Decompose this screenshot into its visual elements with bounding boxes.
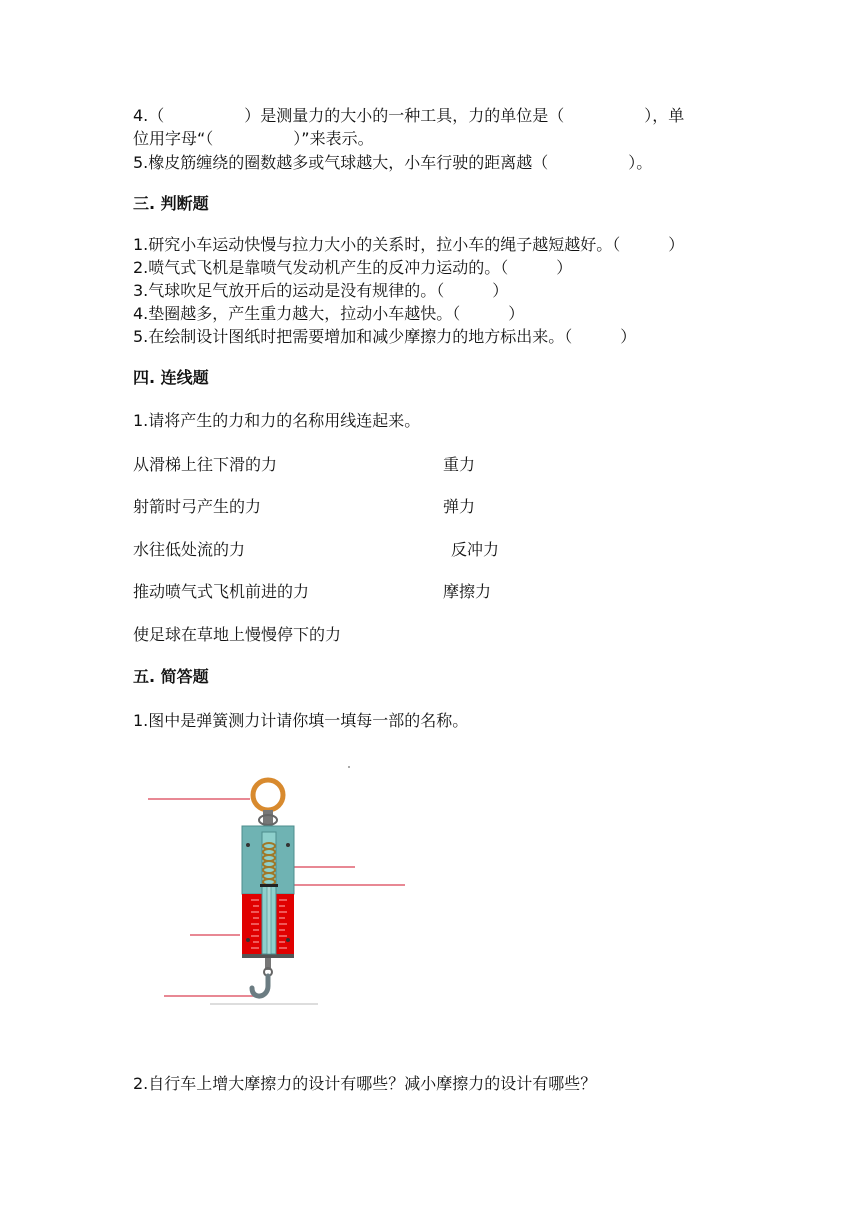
ring-icon bbox=[253, 780, 283, 810]
judge-item-2: 2.喷气式飞机是靠喷气发动机产生的反冲力运动的。（ ） bbox=[133, 258, 573, 277]
hook-icon bbox=[252, 976, 268, 996]
judge-item-3: 3.气球吹足气放开后的运动是没有规律的。（ ） bbox=[133, 281, 509, 300]
match-right-4: 摩擦力 bbox=[443, 582, 492, 601]
match-right-3: 反冲力 bbox=[451, 540, 500, 559]
match-right-2: 弹力 bbox=[443, 497, 476, 516]
judge-item-4: 4.垫圈越多，产生重力越大，拉动小车越快。（ ） bbox=[133, 304, 525, 323]
match-left-2: 射箭时弓产生的力 bbox=[133, 497, 262, 516]
judge-heading: 三. 判断题 bbox=[133, 194, 209, 213]
judge-item-5: 5.在绘制设计图纸时把需要增加和减少摩擦力的地方标出来。（ ） bbox=[133, 327, 637, 346]
short-q2: 2.自行车上增大摩擦力的设计有哪些？减小摩擦力的设计有哪些？ bbox=[133, 1074, 597, 1093]
match-intro: 1.请将产生的力和力的名称用线连起来。 bbox=[133, 411, 421, 430]
match-left-1: 从滑梯上往下滑的力 bbox=[133, 455, 278, 474]
match-left-3: 水往低处流的力 bbox=[133, 540, 246, 559]
short-q1: 1.图中是弹簧测力计请你填一填每一部的名称。 bbox=[133, 711, 469, 730]
q5: 5.橡皮筋缠绕的圈数越多或气球越大，小车行驶的距离越（ ）。 bbox=[133, 153, 653, 172]
match-heading: 四. 连线题 bbox=[133, 368, 209, 387]
spring-scale-figure bbox=[140, 760, 420, 1020]
judge-item-1: 1.研究小车运动快慢与拉力大小的关系时，拉小车的绳子越短越好。（ ） bbox=[133, 235, 685, 254]
q4-line2: 位用字母“（ ）”来表示。 bbox=[133, 129, 374, 148]
short-heading: 五. 简答题 bbox=[133, 667, 209, 686]
q4-line1: 4.（ ）是测量力的大小的一种工具，力的单位是（ ），单 bbox=[133, 106, 685, 125]
match-left-5: 使足球在草地上慢慢停下的力 bbox=[133, 625, 342, 644]
match-left-4: 推动喷气式飞机前进的力 bbox=[133, 582, 310, 601]
match-right-1: 重力 bbox=[443, 455, 476, 474]
